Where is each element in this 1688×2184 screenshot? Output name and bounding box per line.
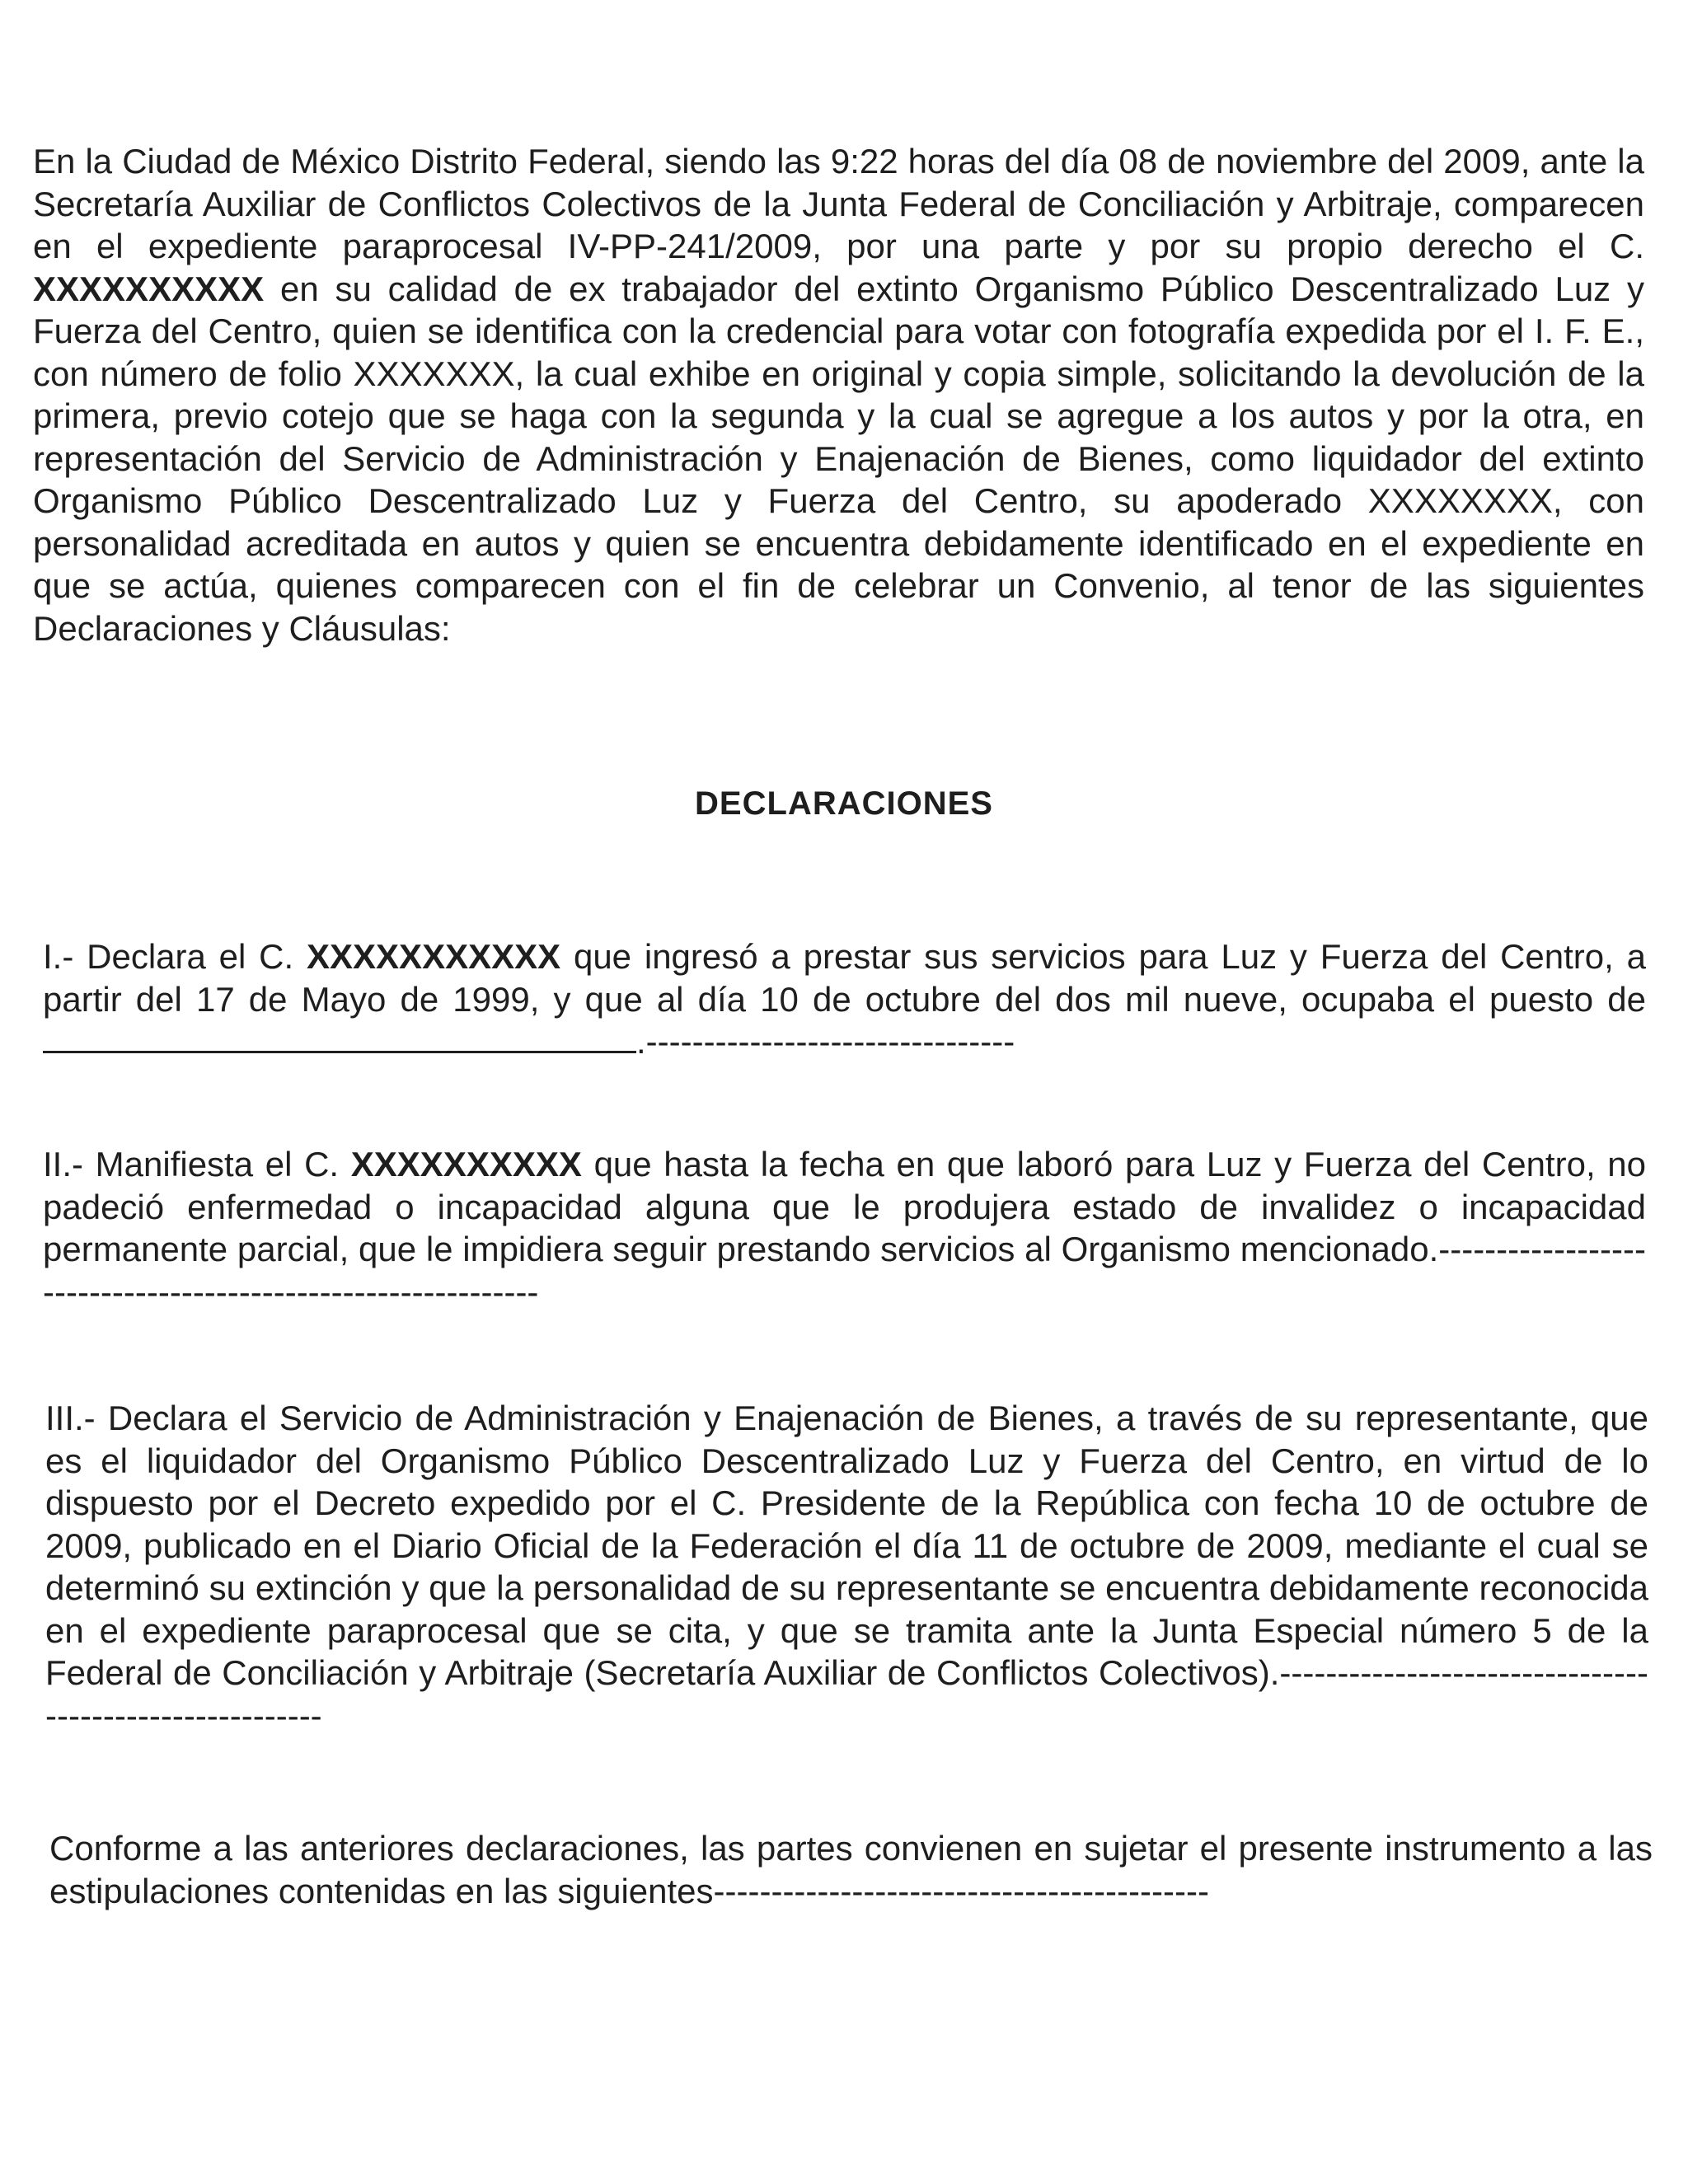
declaration-1-start: I.- Declara el C.: [43, 937, 307, 976]
declaration-2: [43, 1143, 1646, 1313]
declaration-3: III.- Declara el Servicio de Administración y Enajenación de Bienes, a través de su representante, que es el liquidador del Organismo Público Descentralizado Luz y Fuerza del Centro, en virtud de lo dispuesto por el Decreto expedido por el C. Presidente de la República con fecha 10 de octubre de 2009, publicado en el Diario Oficial de la Federación el día 11 de octubre de 2009, mediante el cual se determinó su extinción y que la personalidad de su representante se encuentra debidamente reconocida en el expediente paraprocesal que se cita, y que se tramita ante la Junta Especial número 5 de la Federal de Conciliación y Arbitraje (Secretaría Auxiliar de Conflictos Colectivos).--------------------------------------------------------: [45, 1399, 1648, 1735]
position-blank-line: [43, 1026, 636, 1053]
declaration-2-name-redacted: XXXXXXXXXX: [350, 1145, 582, 1183]
intro-paragraph: [33, 140, 1644, 649]
declaration-2-start: II.- Manifiesta el C.: [43, 1145, 351, 1183]
worker-name-redacted: XXXXXXXXXX: [33, 269, 265, 308]
declaration-1: [43, 935, 1646, 1063]
declaraciones-heading: DECLARACIONES: [695, 785, 993, 822]
intro-text-start: En la Ciudad de México Distrito Federal, siendo las 9:22 horas del día 08 de noviembre del 2009, ante la Secretaría Auxiliar de Conflictos Colectivos de la Junta Federal de Conciliación y Arbitraje, comparecen en el expediente paraprocesal IV-PP-241/2009, por una parte y por su propio derecho el C.: [33, 142, 1644, 265]
declaration-2-end: que hasta la fecha en que laboró para Luz y Fuerza del Centro, no padeció enfermedad o incapacidad alguna que le produjera estado de invalidez o incapacidad permanente parcial, que le impidiera seguir prestando servicios al Organismo mencionado.-------------------------------------------------------------: [43, 1145, 1646, 1311]
declaration-1-name-redacted: XXXXXXXXXXX: [307, 937, 561, 976]
closing-paragraph: Conforme a las anteriores declaraciones, las partes convienen en sujetar el presente instrumento a las estipulaciones contenidas en las siguientes-------------------------------------------: [49, 1829, 1653, 1910]
declaration-1-middle: que ingresó a prestar sus servicios para Luz y Fuerza del Centro, a partir del 17 de Mayo de 1999, y que al día 10 de octubre del dos mil nueve, ocupaba el puesto de: [43, 937, 1646, 1019]
declaration-1-tail: .--------------------------------: [636, 1022, 1015, 1061]
intro-text-end: en su calidad de ex trabajador del extinto Organismo Público Descentralizado Luz y Fuerza del Centro, quien se identifica con la credencial para votar con fotografía expedida por el I. F. E., con número de folio XXXXXXX, la cual exhibe en original y copia simple, solicitando la devolución de la primera, previo cotejo que se haga con la segunda y la cual se agregue a los autos y por la otra, en representación del Servicio de Administración y Enajenación de Bienes, como liquidador del extinto Organismo Público Descentralizado Luz y Fuerza del Centro, su apoderado XXXXXXXX, con personalidad acreditada en autos y quien se encuentra debidamente identificado en el expediente en que se actúa, quienes comparecen con el fin de celebrar un Convenio, al tenor de las siguientes Declaraciones y Cláusulas:: [33, 269, 1644, 648]
